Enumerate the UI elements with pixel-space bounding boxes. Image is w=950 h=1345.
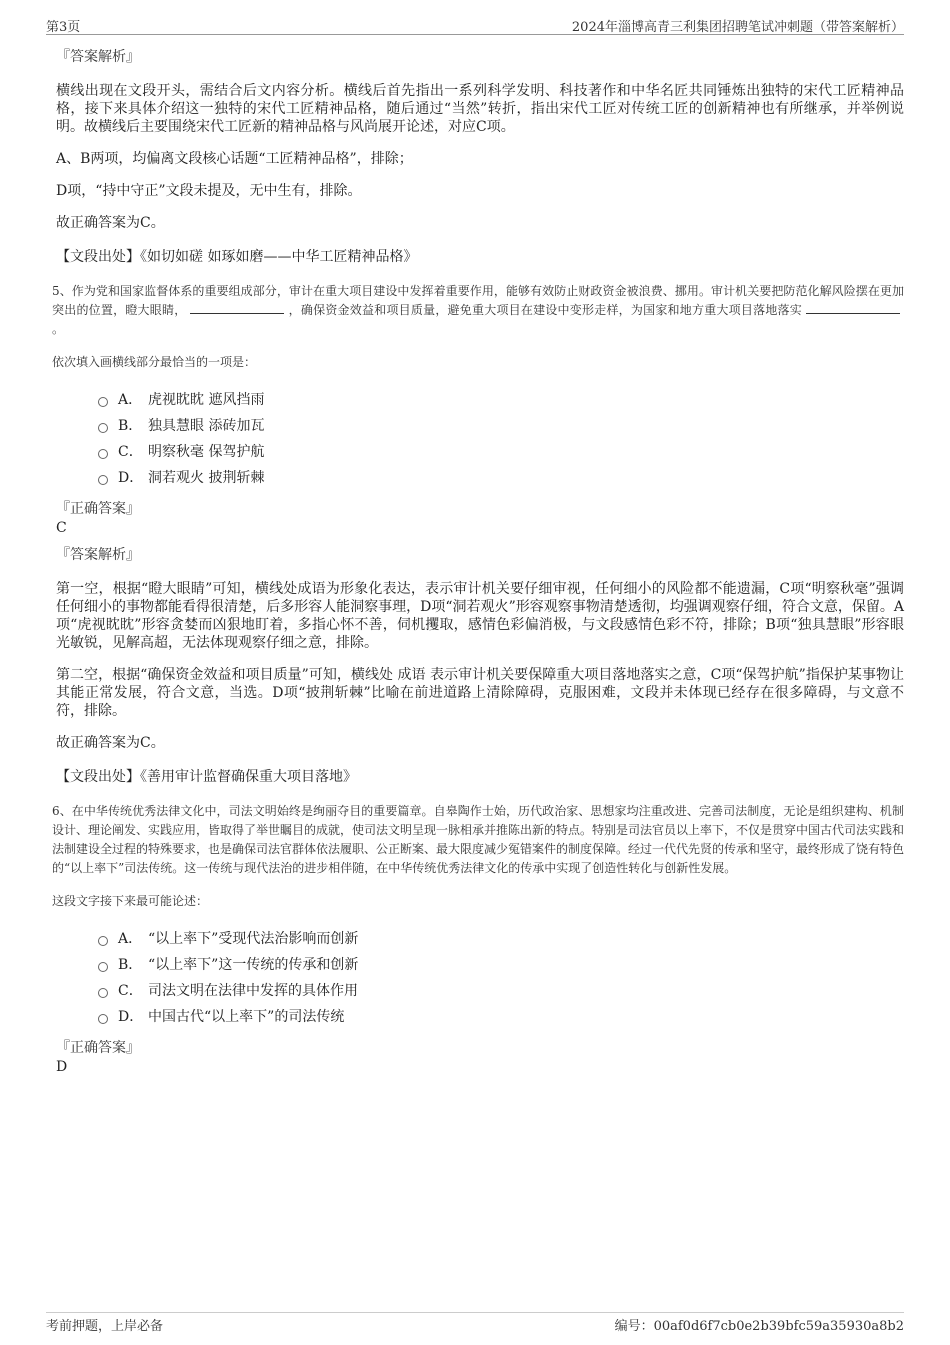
option-text: 独具慧眼 添砖加瓦 <box>148 418 265 434</box>
radio-icon[interactable] <box>98 988 108 998</box>
radio-icon[interactable] <box>98 475 108 485</box>
option-b[interactable] <box>98 951 904 977</box>
analysis-label: 『答案解析』 <box>56 547 140 563</box>
correct-answer-label: 『正确答案』 <box>56 501 140 517</box>
question-6-prompt: 这段文字接下来最可能论述： <box>52 894 209 908</box>
option-text: 洞若观火 披荆斩棘 <box>148 470 265 486</box>
option-text: 司法文明在法律中发挥的具体作用 <box>148 983 358 999</box>
analysis-paragraph: 横线出现在文段开头，需结合后文内容分析。横线后首先指出一系列科学发明、科技著作和中华名匠共同锤炼出独特的宋代工匠精神品格，接下来具体介绍这一独特的宋代工匠精神品格，随后通过“当然”转折，指出宋代工匠对传统工匠的创新精神也有所继承，并举例说明。故横线后主要围绕宋代工匠新的精神品格与风尚展开论述，对应C项。 <box>56 83 904 135</box>
option-letter: D． <box>118 470 144 486</box>
question-text-part: ，确保资金效益和项目质量，避免重大项目在建设中变形走样，为国家和地方重大项目落地落实 <box>288 303 802 317</box>
question-6-text: 6、在中华传统优秀法律文化中，司法文明始终是绚丽夺目的重要篇章。自皋陶作士始，历代政治家、思想家均注重改进、完善司法制度，无论是组织建构、机制设计、理论阐发、实践应用，皆取得了举世瞩目的成就，使司法文明呈现一脉相承并推陈出新的特点。特别是司法官员以上率下，不仅是贯穿中国古代司法实践和法制建设全过程的特殊要求，也是确保司法官群体依法履职、公正断案、最大限度减少冤错案件的制度保障。经过一代代先贤的传承和坚守，最终形成了饶有特色的“以上率下”司法传统。这一传统与现代法治的进步相伴随，在中华传统优秀法律文化的传承中实现了创造性转化与创新性发展。 <box>52 804 905 875</box>
analysis-paragraph: D项，“持中守正”文段未提及，无中生有，排除。 <box>56 183 362 199</box>
correct-answer: D <box>56 1059 68 1075</box>
analysis-conclusion: 故正确答案为C。 <box>56 735 165 751</box>
question-text-part: 5、作为党和国家监督体系的重要组成部分，审计在重大项目建设中发挥着重要作用，能够有效防止财政资金被浪费、挪用。审计机关要把防范化解风险摆在更加突出的位置，瞪大眼睛， <box>52 284 904 317</box>
option-c[interactable] <box>98 977 904 1003</box>
question-text-part: 。 <box>52 322 65 336</box>
option-text: 虎视眈眈 遮风挡雨 <box>148 392 265 408</box>
question-5-options <box>98 386 904 490</box>
correct-answer: C <box>56 520 67 536</box>
option-letter: C． <box>118 983 143 999</box>
question-6-options <box>98 925 904 1029</box>
footer-slogan: 考前押题，上岸必备 <box>46 1319 164 1334</box>
option-letter: D． <box>118 1009 144 1025</box>
option-text: 中国古代“以上率下”的司法传统 <box>148 1009 345 1025</box>
option-letter: B． <box>118 418 143 434</box>
correct-answer-label: 『正确答案』 <box>56 1040 140 1056</box>
analysis-paragraph: A、B两项，均偏离文段核心话题“工匠精神品格”，排除； <box>56 151 413 167</box>
option-letter: A． <box>118 931 143 947</box>
analysis-paragraph: 第一空，根据“瞪大眼睛”可知，横线处成语为形象化表达，表示审计机关要仔细审视，任何细小的风险都不能遗漏，C项“明察秋毫”强调任何细小的事物都能看得很清楚，后多形容人能洞察事理，D项“洞若观火”形容观察事物清楚透彻，均强调观察仔细，符合文意，保留。A项“虎视眈眈”形容贪婪而凶狠地盯着，多指心怀不善，伺机攫取，感情色彩偏消极，与文段感情色彩不符，排除；B项“独具慧眼”形容眼光敏锐，见解高超，无法体现观察仔细之意，排除。 <box>56 581 904 651</box>
option-a[interactable] <box>98 925 904 951</box>
question-5-prompt: 依次填入画横线部分最恰当的一项是： <box>52 355 257 369</box>
radio-icon[interactable] <box>98 962 108 972</box>
option-d[interactable] <box>98 1003 904 1029</box>
option-text: “以上率下”受现代法治影响而创新 <box>148 931 359 947</box>
analysis-conclusion: 故正确答案为C。 <box>56 215 165 231</box>
option-letter: A． <box>118 392 143 408</box>
page-content <box>52 40 905 1083</box>
question-5-text <box>52 282 904 339</box>
blank-line <box>806 301 900 314</box>
option-c[interactable] <box>98 438 904 464</box>
source-citation: 【文段出处】《如切如磋 如琢如磨——中华工匠精神品格》 <box>56 249 418 265</box>
option-letter: C． <box>118 444 143 460</box>
document-title: 2024年淄博高青三利集团招聘笔试冲刺题（带答案解析） <box>571 20 904 35</box>
option-text: 明察秋毫 保驾护航 <box>148 444 265 460</box>
radio-icon[interactable] <box>98 397 108 407</box>
option-d[interactable] <box>98 464 904 490</box>
option-letter: B． <box>118 957 143 973</box>
radio-icon[interactable] <box>98 423 108 433</box>
option-b[interactable] <box>98 412 904 438</box>
document-id: 编号：00af0d6f7cb0e2b39bfc59a35930a8b2 <box>614 1319 904 1334</box>
analysis-paragraph: 第二空，根据“确保资金效益和项目质量”可知，横线处 成语 表示审计机关要保障重大项目落地落实之意，C项“保驾护航”指保护某事物让其能正常发展，符合文意，当选。D项“披荆斩棘”比喻在前进道路上清除障碍，克服困难，文段并未体现已经存在很多障碍，与文意不符，排除。 <box>56 667 904 719</box>
option-text: “以上率下”这一传统的传承和创新 <box>148 957 359 973</box>
option-a[interactable] <box>98 386 904 412</box>
radio-icon[interactable] <box>98 449 108 459</box>
page-footer <box>46 1312 904 1334</box>
radio-icon[interactable] <box>98 936 108 946</box>
analysis-label: 『答案解析』 <box>56 49 140 65</box>
radio-icon[interactable] <box>98 1014 108 1024</box>
page-header <box>46 14 904 35</box>
page-number: 第3页 <box>46 20 81 35</box>
source-citation: 【文段出处】《善用审计监督确保重大项目落地》 <box>56 769 357 785</box>
blank-line <box>190 301 284 314</box>
